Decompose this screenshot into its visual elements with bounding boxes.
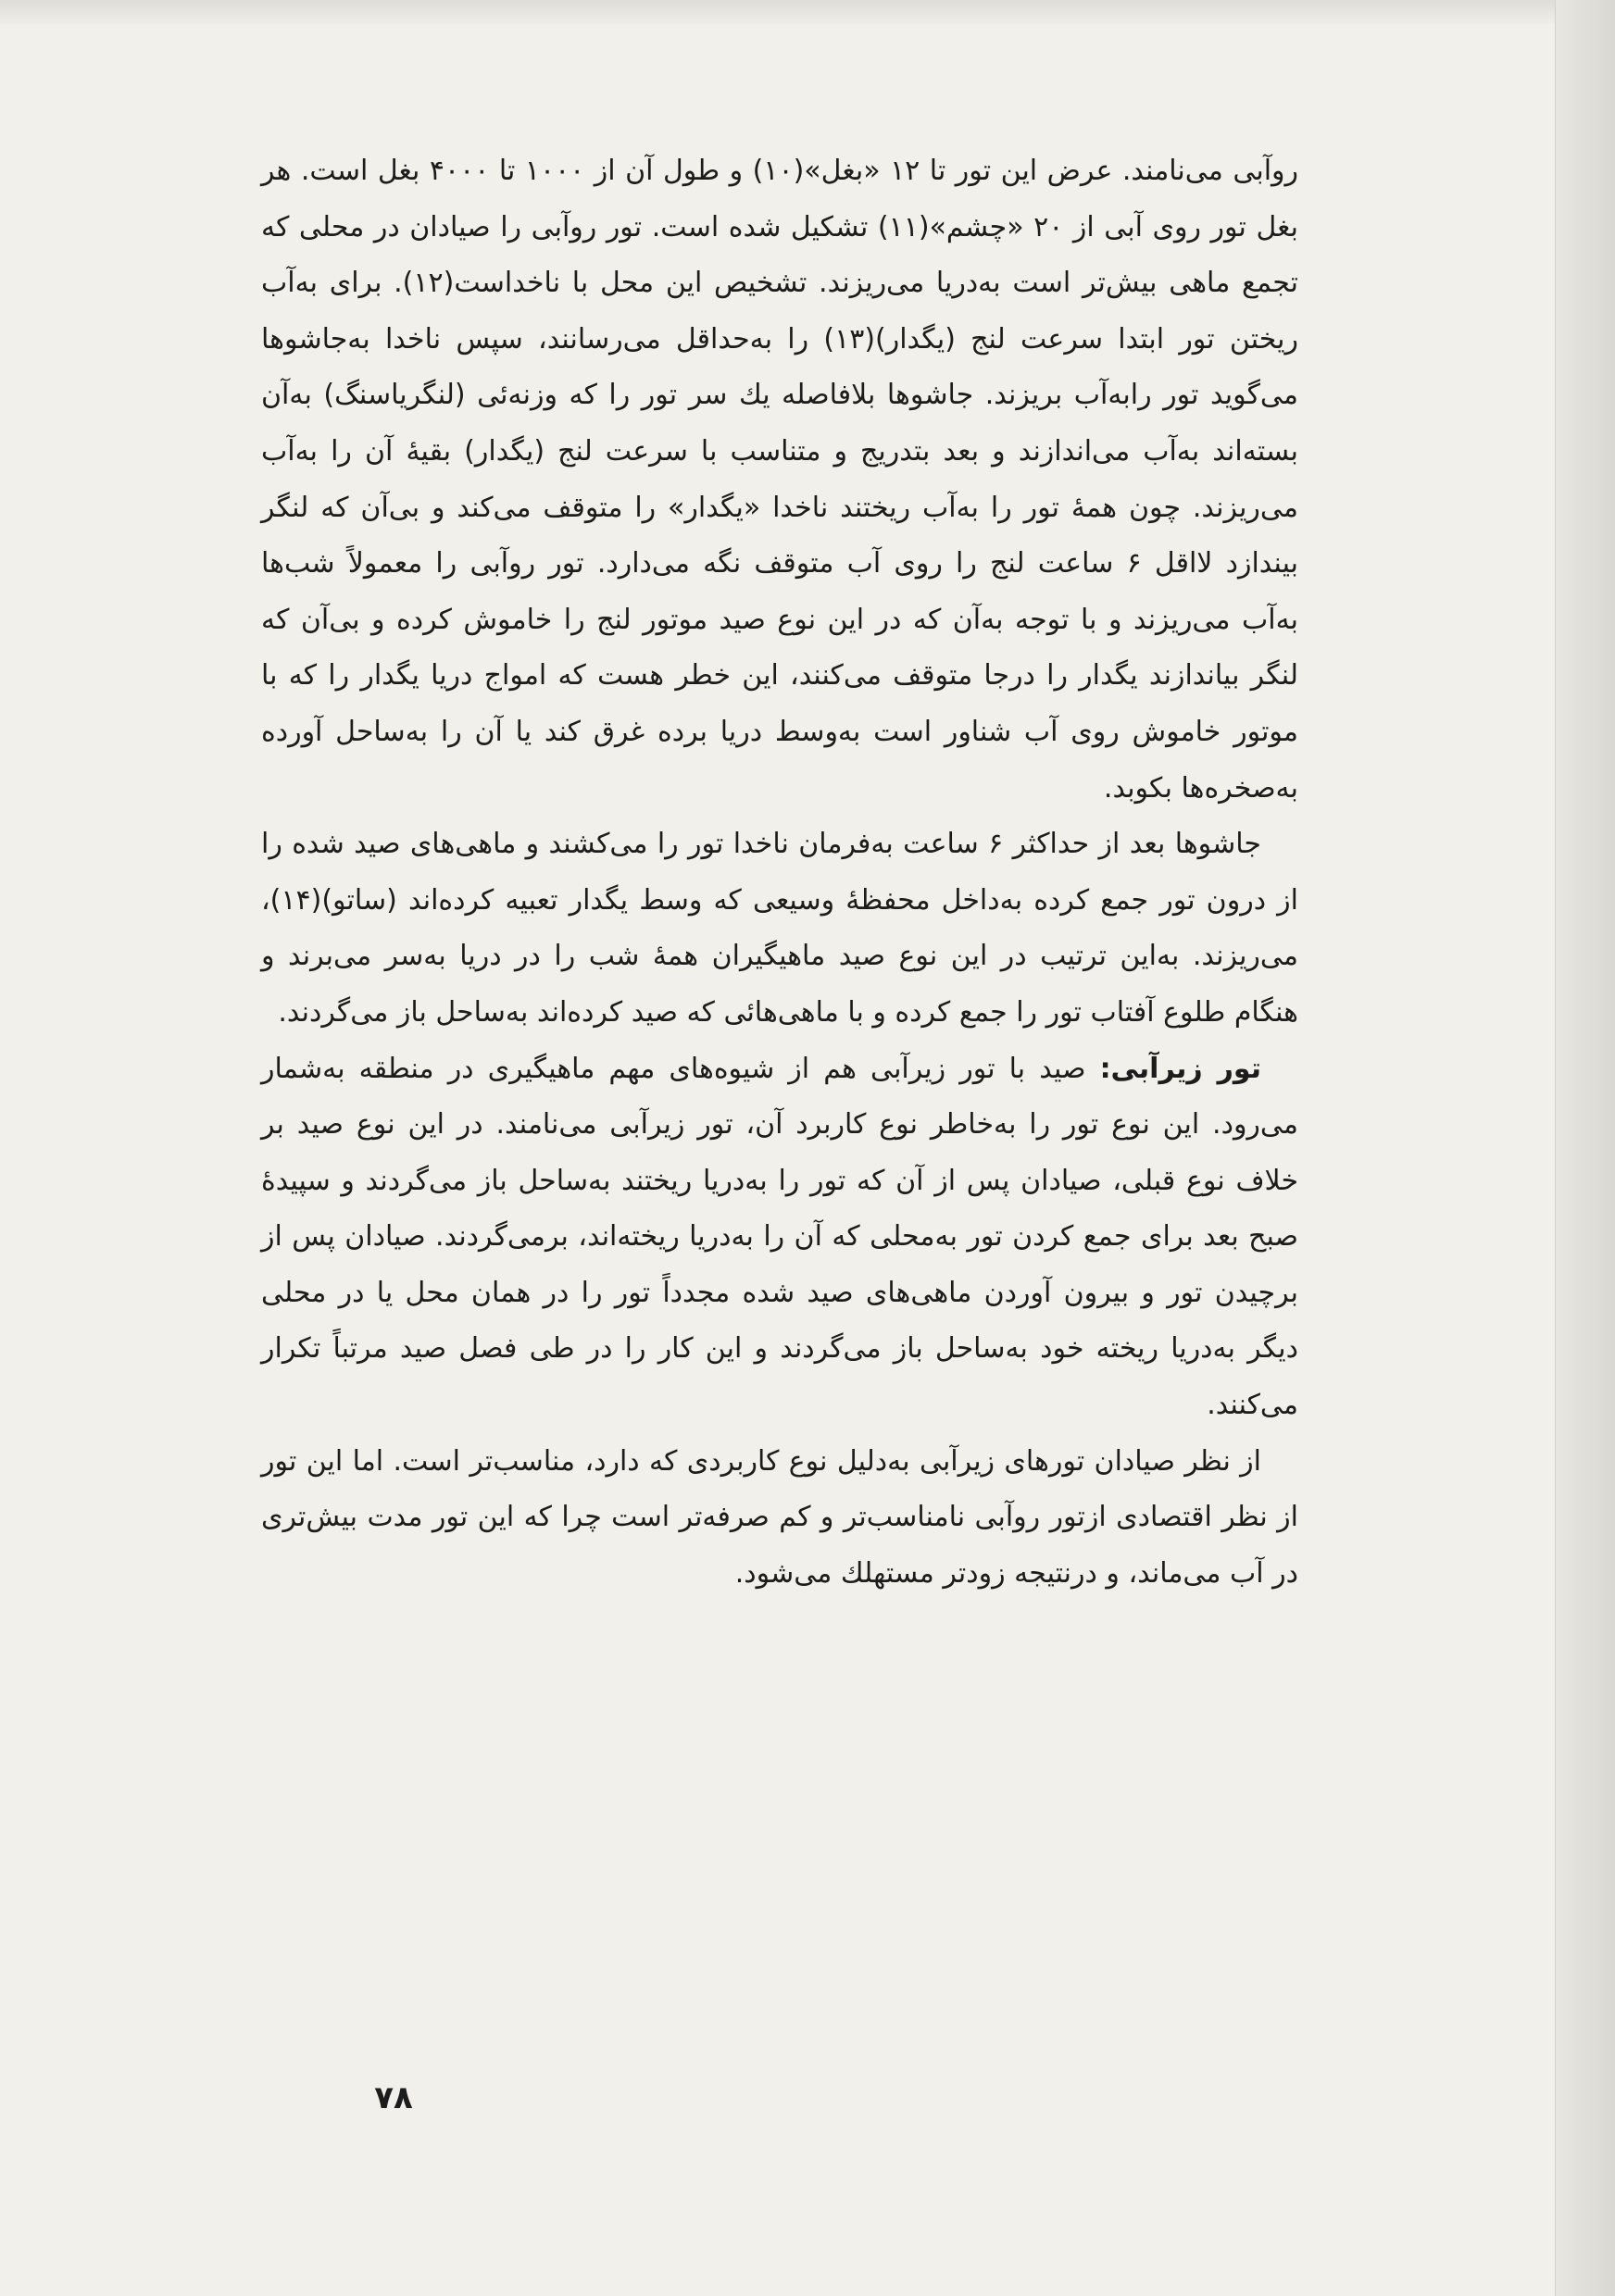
page-top-edge: [0, 0, 1615, 24]
body-text: [261, 144, 1298, 1602]
page-right-edge: [1555, 0, 1615, 2296]
page-number: ۷۸: [374, 2079, 413, 2116]
paragraph-1-text: روآبی می‌نامند. عرض این تور تا ۱۲ «بغل»(۱۰) و طول آن از ۱۰۰۰ تا ۴۰۰۰ بغل است. هر بغل تور روی آبی از ۲۰ «چشم»(۱۱) تشکیل شده است. تور روآبی را صیادان در محلی که تجمع ماهی بیش‌تر است به‌دریا می‌ریزند. تشخیص این محل با ناخداست(۱۲). برای به‌آب ریختن تور ابتدا سرعت لنج (یگدار)(۱۳) را به‌حداقل می‌رسانند، سپس ناخدا به‌جاشوها می‌گوید تور رابه‌آب بریزند. جاشوها بلافاصله یك سر تور را كه وزنه‌ئی (لنگرياسنگ) به‌آن بسته‌اند به‌آب می‌اندازند و بعد بتدریج و متناسب با سرعت لنج (یگدار) بقیهٔ آن را به‌آب می‌ریزند. چون همهٔ تور را به‌آب ریختند ناخدا «یگدار» را متوقف می‌کند و بی‌آن که لنگر بیندازد لااقل ۶ ساعت لنج را روی آب متوقف نگه می‌دارد. تور روآبی را معمولاً شب‌ها به‌آب می‌ریزند و با توجه به‌آن که در این نوع صید موتور لنج را خاموش کرده و بی‌آن که لنگر بیاندازند یگدار را درجا متوقف می‌کنند، این خطر هست که امواج دریا یگدار را که با موتور خاموش روی آب شناور است به‌وسط دریا برده غرق کند یا آن را به‌ساحل آورده به‌صخره‌ها بکوبد.: [261, 155, 1299, 805]
paragraph-2: [261, 817, 1298, 1041]
paragraph-1: [261, 144, 1298, 817]
paragraph-3-lead: تور زیرآبی:: [1099, 1052, 1261, 1085]
paragraph-2-text: جاشوها بعد از حداکثر ۶ ساعت به‌فرمان ناخدا تور را می‌کشند و ماهی‌های صید شده را از درون تور جمع کرده به‌داخل محفظهٔ وسیعی که وسط یگدار تعبیه کرده‌اند (ساتو)(۱۴)، می‌ریزند. به‌این ترتیب در این نوع صید ماهیگیران همهٔ شب را در دریا به‌سر می‌برند و هنگام طلوع آفتاب تور را جمع کرده و با ماهی‌هائی که صید کرده‌اند به‌ساحل باز می‌گردند.: [261, 828, 1298, 1029]
paragraph-4: [261, 1434, 1298, 1603]
paragraph-3: [261, 1042, 1298, 1434]
paragraph-3-text: صید با تور زیرآبی هم از شیوه‌های مهم ماهیگیری در منطقه به‌شمار می‌رود. این نوع تور را به‌خاطر نوع کاربرد آن، تور زیرآبی می‌نامند. در این نوع صید بر خلاف نوع قبلی، صیادان پس از آن که تور را به‌دریا ریختند به‌ساحل باز می‌گردند و سپیدهٔ صبح بعد برای جمع کردن تور به‌محلی که آن را به‌دریا ریخته‌اند، برمی‌گردند. صیادان پس از برچیدن تور و بیرون آوردن ماهی‌های صید شده مجدداً تور را در همان محل یا در محلی دیگر به‌دریا ریخته خود به‌ساحل باز می‌گردند و این کار را در طی فصل صید مرتباً تکرار می‌کنند.: [261, 1052, 1298, 1422]
paragraph-4-text: از نظر صیادان تورهای زیرآبی به‌دلیل نوع کاربردی که دارد، مناسب‌تر است. اما این تور از نظر اقتصادی ازتور روآبی نامناسب‌تر و کم صرفه‌تر است چرا که این تور مدت بیش‌تری در آب می‌ماند، و درنتیجه زودتر مستهلك می‌شود.: [261, 1444, 1298, 1590]
